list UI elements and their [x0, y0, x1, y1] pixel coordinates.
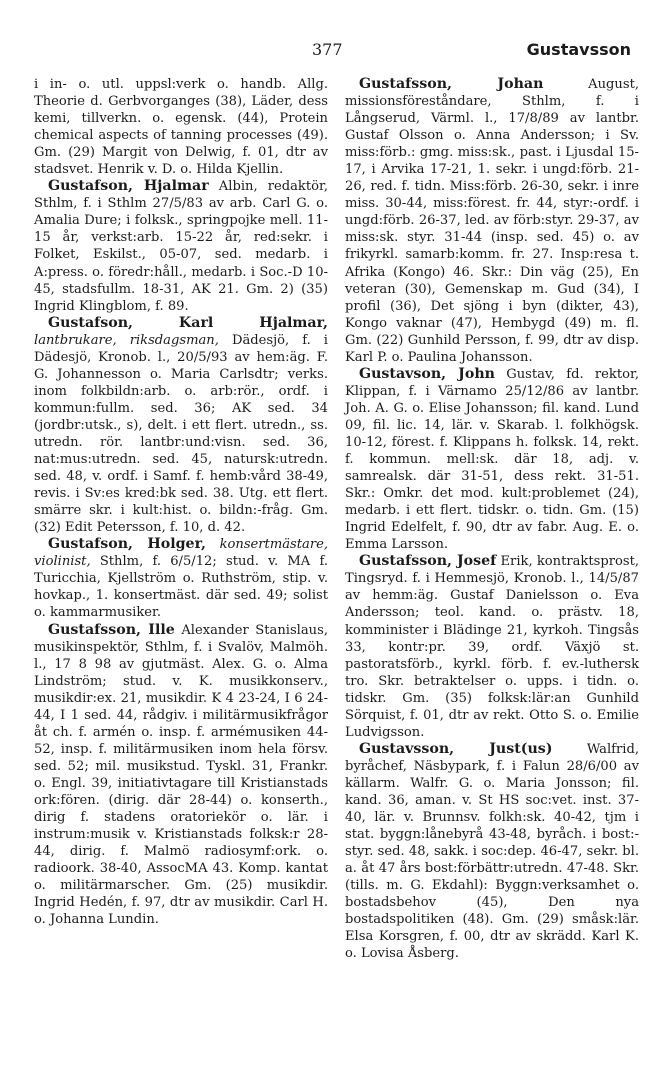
- entry-text: Erik, kontraktsprost, Tingsryd. f. i Hemmesjö, Kronob. l., 14/5/87 av hemm:äg. Gustaf Danielsson o. Eva Andersson; teol. kand. o. prästv. 18, komminister i Blädinge 21, kyrkoh. Tingsås 33, kontr:pr. 39, ordf. Växjö st. pastoratsförb., kyrkl. förb. f. ev.-luthersk tro. Skr. betraktelser o. upps. i tidn. o. tidskr. Gm. (35) folksk:lär:an Gunhild Sörquist, f. 01, dtr av rekt. Otto S. o. Emilie Ludvigsson.: [345, 554, 639, 740]
- entry-name: Gustafsson, Johan: [359, 76, 544, 92]
- page-header: [0, 40, 664, 70]
- right-column: [345, 76, 639, 962]
- entry-gustafsson-ille: [34, 622, 328, 929]
- entry-gustafsson-johan: [345, 76, 639, 366]
- page-number: 377: [312, 40, 343, 59]
- running-head: Gustavsson: [526, 40, 631, 59]
- entry-gustavson-john: [345, 366, 639, 554]
- entry-text: i in- o. utl. uppsl:verk o. handb. Allg. Theorie d. Gerbvorganges (38), Läder, dess kemi, tillverkn. o. egensk. (44), Protein chemical aspects of tanning processes (49). Gm. (29) Margit von Delwig, f. 01, dtr av stadsvet. Henrik v. D. o. Hilda Kjellin.: [34, 77, 328, 178]
- entry-text: Walfrid, byråchef, Näsbypark, f. i Falun 28/6/00 av källarm. Walfr. G. o. Maria Jonsson; fil. kand. 36, aman. v. St HS soc:vet. inst. 37-40, lär. v. Brunnsv. folkh:sk. 40-42, tjm i stat. byggn:lånebyrå 43-48, byråch. i bost:-styr. sed. 48, sakk. i soc:dep. 46-47, sekr. bl. a. åt 47 års bost:förbättr:utredn. 47-48. Skr. (tills. m. G. Ekdahl): Byggn:verksamhet o. bostadsbehov (45), Den nya bostadspolitiken (48). Gm. (29) småsk:lär. Elsa Korsgren, f. 00, dtr av skrädd. Karl K. o. Lovisa Åsberg.: [345, 741, 639, 962]
- entry-text: Albin, redaktör, Sthlm, f. i Sthlm 27/5/83 av arb. Carl G. o. Amalia Dure; i folksk., springpojke mell. 11-15 år, verkst:arb. 15-22 år, red:sekr. i Folket, Eskilst., 05-07, sed. medarb. i A:press. o. föredr:håll., medarb. i Soc.-D 10-45, stadsfullm. 18-31, AK 21. Gm. 2) (35) Ingrid Klingblom, f. 89.: [34, 179, 328, 314]
- entry-role: konsertmästare, violinist,: [34, 537, 328, 570]
- entry-name: Gustafsson, Ille: [48, 621, 175, 638]
- entry-name: Gustafson, Holger,: [48, 536, 206, 553]
- entry-text: Alexander Stanislaus, musikinspektör, Sthlm, f. i Svalöv, Malmöh. l., 17 8 98 av gjutmäst. Alex. G. o. Alma Lindström; stud. v. K. musikkonserv., musikdir:ex. 21, musikdir. K 4 23-24, I 6 24-44, I 1 sed. 44, rådgiv. i militärmusikfrågor åt ch. f. armén o. insp. f. armémusiken 44-52, insp. f. militärmusiken inom hela försv. sed. 52; mil. musikstud. Tyskl. 31, Frankr. o. Engl. 39, initiativtagare till Kristianstads ork:fören. (dirig. där 28-44) o. konserth., dirig f. stadens oratoriekör o. lär. i instrum:musik v. Kristianstads folksk:r 28-44, dirig. f. Malmö radiosymf:ork. o. radioork. 38-40, AssocMA 43. Komp. kantat o. militärmarscher. Gm. (25) musikdir. Ingrid Hedén, f. 97, dtr av musikdir. Carl H. o. Johanna Lundin.: [34, 622, 328, 928]
- entry-text: August, missionsföreståndare, Sthlm, f. i Långserud, Värml. l., 17/8/89 av lantbr. Gustaf Olsson o. Anna Andersson; i Sv. miss:förb.: gmg. miss:sk., past. i Ljusdal 15-17, i Arvika 17-21, 1. sekr. i ungd:förb. 21-26, red. f. tidn. Miss:förb. 26-30, sekr. i inre miss. 30-44, miss:förest. fr. 44, styr:-ordf. i ungd:förb. 26-37, led. av förb:styr. 29-37, av miss:sk. styr. 31-44 (insp. sed. 45) o. av frikyrkl. samarb:komm. fr. 27. Insp:resa t. Afrika (Kongo) 46. Skr.: Din väg (25), En veteran (30), Gemenskap m. Gud (34), I profil (36), Det sjöng i byn (dikter, 43), Kongo vaknar (47), Hembygd (49) m. fl. Gm. (22) Gunhild Persson, f. 99, dtr av disp. Karl P. o. Paulina Johansson.: [345, 77, 639, 365]
- entry-gustafson-karl-hjalmar: [34, 315, 328, 537]
- entry-name: Gustafson, Karl Hjalmar,: [48, 314, 328, 331]
- entry-name: Gustavsson, Just(us): [359, 740, 553, 757]
- entry-role: lantbrukare, riksdagsman,: [34, 332, 219, 348]
- entry-name: Gustavson, John: [359, 365, 495, 382]
- entry-name: Gustafsson, Josef: [359, 553, 497, 570]
- entry-continuation: [34, 76, 328, 178]
- entry-name: Gustafson, Hjalmar: [48, 178, 209, 195]
- entry-gustavsson-just: [345, 741, 639, 963]
- entry-text: Gustav, fd. rektor, Klippan, f. i Värnamo 25/12/86 av lantbr. Joh. A. G. o. Elise Johansson; fil. kand. Lund 09, fil. lic. 14, lär. v. Skarab. l. folkhögsk. 10-12, förest. f. Klippans h. folksk. 14, rekt. f. kommun. mell:sk. där 18, adj. v. samrealsk. där 31-51, dess rekt. 31-51. Skr.: Omkr. det mod. kult:problemet (24), medarb. i ett flert. tidskr. o. tidn. Gm. (15) Ingrid Edelfelt, f. 90, dtr av fabr. Aug. E. o. Emma Larsson.: [345, 366, 639, 553]
- entry-text: Sthlm, f. 6/5/12; stud. v. MA f. Turicchia, Kjellström o. Ruthström, stip. v. hovkap., 1. konsertmäst. där sed. 49; solist o. kammarmusiker.: [34, 554, 328, 621]
- entry-gustafson-hjalmar: [34, 178, 328, 314]
- entry-gustafsson-josef: [345, 553, 639, 741]
- entry-gustafson-holger: [34, 536, 328, 621]
- left-column: [34, 76, 328, 928]
- entry-text: Dädesjö, f. i Dädesjö, Kronob. l., 20/5/93 av hem:äg. F. G. Johannesson o. Maria Carlsdtr; verks. inom folkbildn:arb. o. arb:rör., ordf. i kommun:fullm. sed. 36; AK sed. 34 (jordbr:utsk., s), delt. i ett flert. utredn., ss. utredn. rör. lantbr:und:visn. sed. 36, nat:mus:utredn. sed. 45, natursk:utredn. sed. 48, v. ordf. i Samf. f. hemb:vård 38-49, revis. i Sv:es kred:bk sed. 38. Utg. ett flert. smärre skr. i kult:hist. o. bildn:-fråg. Gm. (32) Edit Petersson, f. 10, d. 42.: [34, 332, 328, 536]
